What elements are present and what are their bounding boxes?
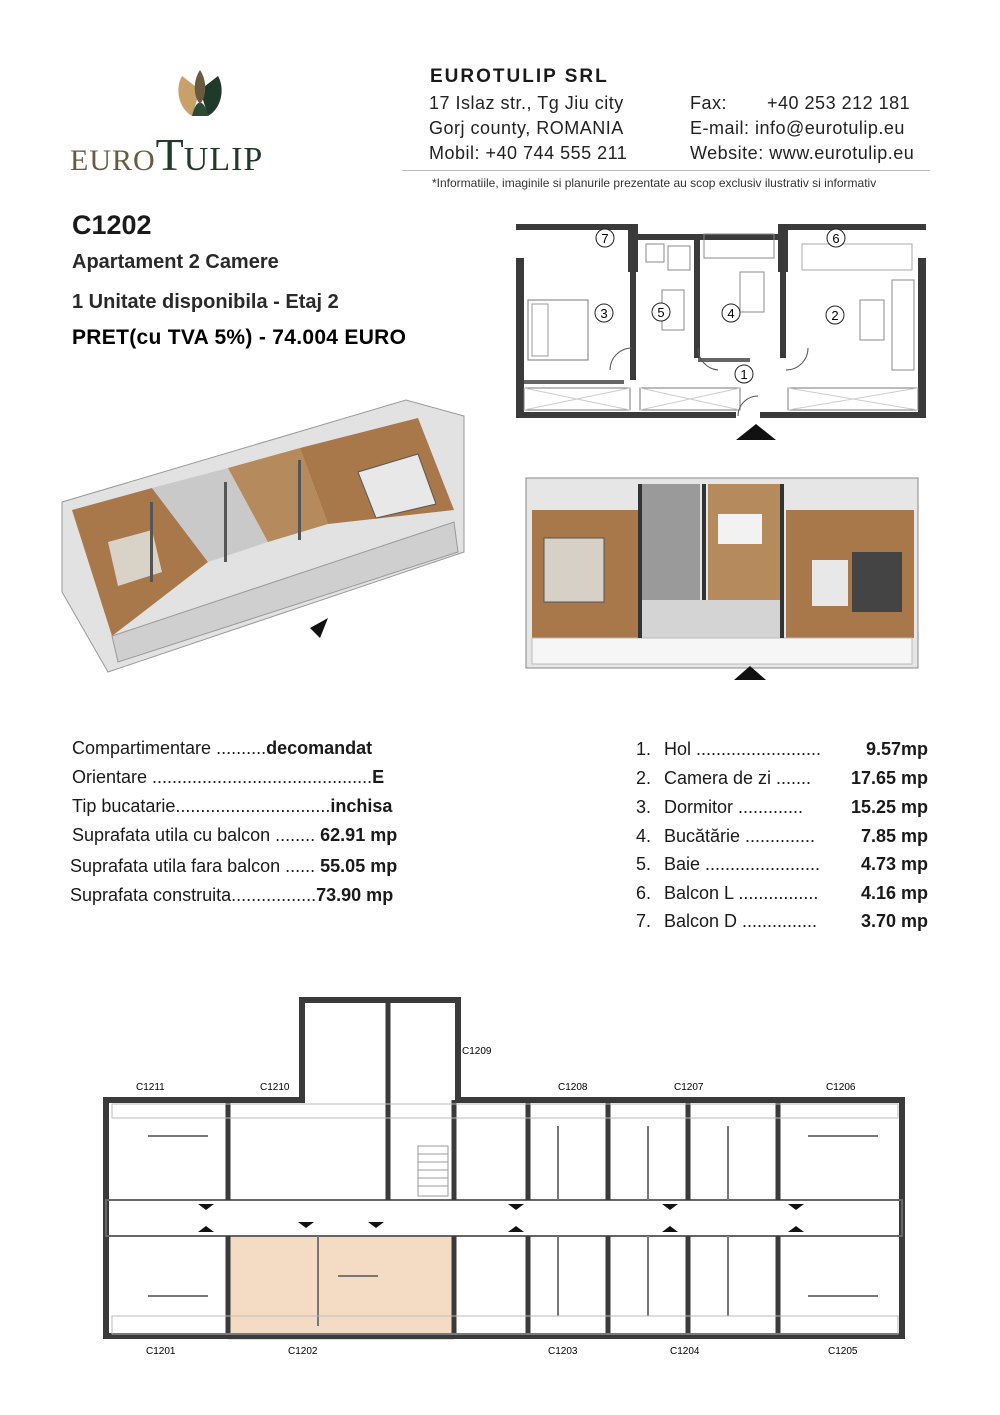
unit-label-c1209: C1209 [462, 1046, 492, 1057]
fax-label: Fax: [690, 93, 728, 113]
room-dots: ............. [733, 797, 804, 817]
spec-value: decomandat [266, 738, 373, 758]
fax [690, 93, 910, 114]
room-name: Camera de zi [664, 768, 772, 788]
spec-suprafata-construita [70, 885, 393, 906]
svg-text:6: 6 [832, 231, 840, 246]
plan-label-6 [827, 229, 845, 247]
svg-text:5: 5 [657, 305, 665, 320]
floor-plan-building [88, 996, 920, 1362]
highlighted-unit-c1202 [228, 1236, 454, 1340]
spec-tip-bucatarie [72, 796, 392, 817]
apartment-code: C1202 [72, 210, 152, 240]
room-number: 3. [636, 797, 652, 817]
room-name: Hol [664, 739, 692, 759]
room-number: 6. [636, 883, 652, 903]
room-dots: ................ [733, 883, 819, 903]
spec-label: Suprafata construita [70, 885, 232, 905]
svg-text:4: 4 [727, 306, 735, 321]
room-name: Bucătărie [664, 826, 741, 846]
room-name: Balcon L [664, 883, 734, 903]
spec-dots: ................. [231, 885, 317, 905]
room-area: 3.70 mp [860, 911, 928, 931]
room-area: 15.25 mp [850, 797, 928, 817]
room-dots: ............... [737, 911, 818, 931]
spec-compartimentare [72, 738, 372, 759]
plan-label-2 [826, 306, 844, 324]
plan-label-1 [735, 365, 753, 383]
spec-label: Suprafata utila fara balcon [70, 856, 281, 876]
unit-label-c1201: C1201 [146, 1346, 176, 1357]
plan-label-5 [652, 303, 670, 321]
room-item [636, 826, 928, 848]
unit-label-c1208: C1208 [558, 1082, 588, 1093]
room-area: 9.57mp [865, 739, 928, 759]
room-number: 2. [636, 768, 652, 788]
room-number: 4. [636, 826, 652, 846]
spec-label: Tip bucatarie [72, 796, 176, 816]
svg-text:7: 7 [601, 231, 609, 246]
entrance-arrow-icon [310, 618, 328, 638]
unit-label-c1207: C1207 [674, 1082, 704, 1093]
logo-wordmark: EUROTULIP [70, 129, 264, 180]
unit-label-c1206: C1206 [826, 1082, 856, 1093]
unit-label-c1202: C1202 [288, 1346, 318, 1357]
plan-label-4 [722, 304, 740, 322]
room-number: 5. [636, 854, 652, 874]
room-dots: ....... [771, 768, 812, 788]
unit-label-c1211: C1211 [136, 1082, 165, 1093]
room-name: Balcon D [664, 911, 738, 931]
spec-value: 62.91 mp [320, 825, 398, 845]
tulip-icon [170, 68, 230, 128]
room-item [636, 739, 928, 761]
disclaimer: *Informatiile, imaginile si planurile prezentate au scop exclusiv ilustrativ si informativ [432, 176, 877, 190]
spec-dots: ............................... [175, 796, 331, 816]
room-area: 17.65 mp [850, 768, 928, 788]
room-dots: ......................... [691, 739, 822, 759]
room-area: 7.85 mp [860, 826, 928, 846]
plan-label-7 [596, 229, 614, 247]
room-name: Baie [664, 854, 701, 874]
spec-orientare [72, 767, 384, 788]
availability: 1 Unitate disponibila - Etaj 2 [72, 291, 339, 313]
spec-dots: ........ [270, 825, 321, 845]
company-name: EUROTULIP SRL [430, 66, 609, 87]
price: PRET(cu TVA 5%) - 74.004 EURO [72, 326, 407, 349]
spec-label: Compartimentare [72, 738, 212, 758]
spec-dots: .......... [211, 738, 267, 758]
email: E-mail: info@eurotulip.eu [690, 118, 905, 138]
unit-label-c1205: C1205 [828, 1346, 858, 1357]
spec-dots: ...... [280, 856, 321, 876]
plan-label-3 [595, 304, 613, 322]
spec-suprafata-cu-balcon [72, 825, 397, 846]
render-3d-topdown [522, 474, 922, 684]
svg-text:3: 3 [600, 306, 608, 321]
spec-value: 73.90 mp [316, 885, 394, 905]
room-area: 4.73 mp [860, 854, 928, 874]
website: Website: www.eurotulip.eu [690, 143, 915, 163]
mobile-phone: Mobil: +40 744 555 211 [429, 143, 628, 163]
room-item [636, 911, 928, 933]
svg-text:2: 2 [831, 308, 839, 323]
room-name: Dormitor [664, 797, 734, 817]
room-item [636, 768, 928, 790]
address-line-1: 17 Islaz str., Tg Jiu city [429, 93, 624, 113]
room-dots: .............. [740, 826, 816, 846]
header-divider [402, 170, 930, 171]
svg-text:1: 1 [740, 367, 748, 382]
spec-label: Orientare [72, 767, 148, 787]
room-item [636, 883, 928, 905]
render-3d-perspective [58, 392, 466, 674]
spec-value: inchisa [330, 796, 393, 816]
room-area: 4.16 mp [860, 883, 928, 903]
apartment-type: Apartament 2 Camere [72, 251, 279, 273]
spec-label: Suprafata utila cu balcon [72, 825, 271, 845]
unit-label-c1204: C1204 [670, 1346, 700, 1357]
room-number: 7. [636, 911, 652, 931]
room-number: 1. [636, 739, 652, 759]
unit-label-c1203: C1203 [548, 1346, 578, 1357]
room-item [636, 797, 928, 819]
spec-value: 55.05 mp [320, 856, 398, 876]
address-line-2: Gorj county, ROMANIA [429, 118, 624, 138]
room-item [636, 854, 928, 876]
spec-value: E [372, 767, 385, 787]
fax-value: +40 253 212 181 [767, 93, 911, 113]
spec-suprafata-fara-balcon [70, 856, 397, 877]
eurotulip-logo [70, 68, 330, 180]
room-dots: ....................... [700, 854, 821, 874]
floor-plan-2d [512, 220, 930, 442]
spec-dots: ............................................ [147, 767, 373, 787]
unit-label-c1210: C1210 [260, 1082, 290, 1093]
